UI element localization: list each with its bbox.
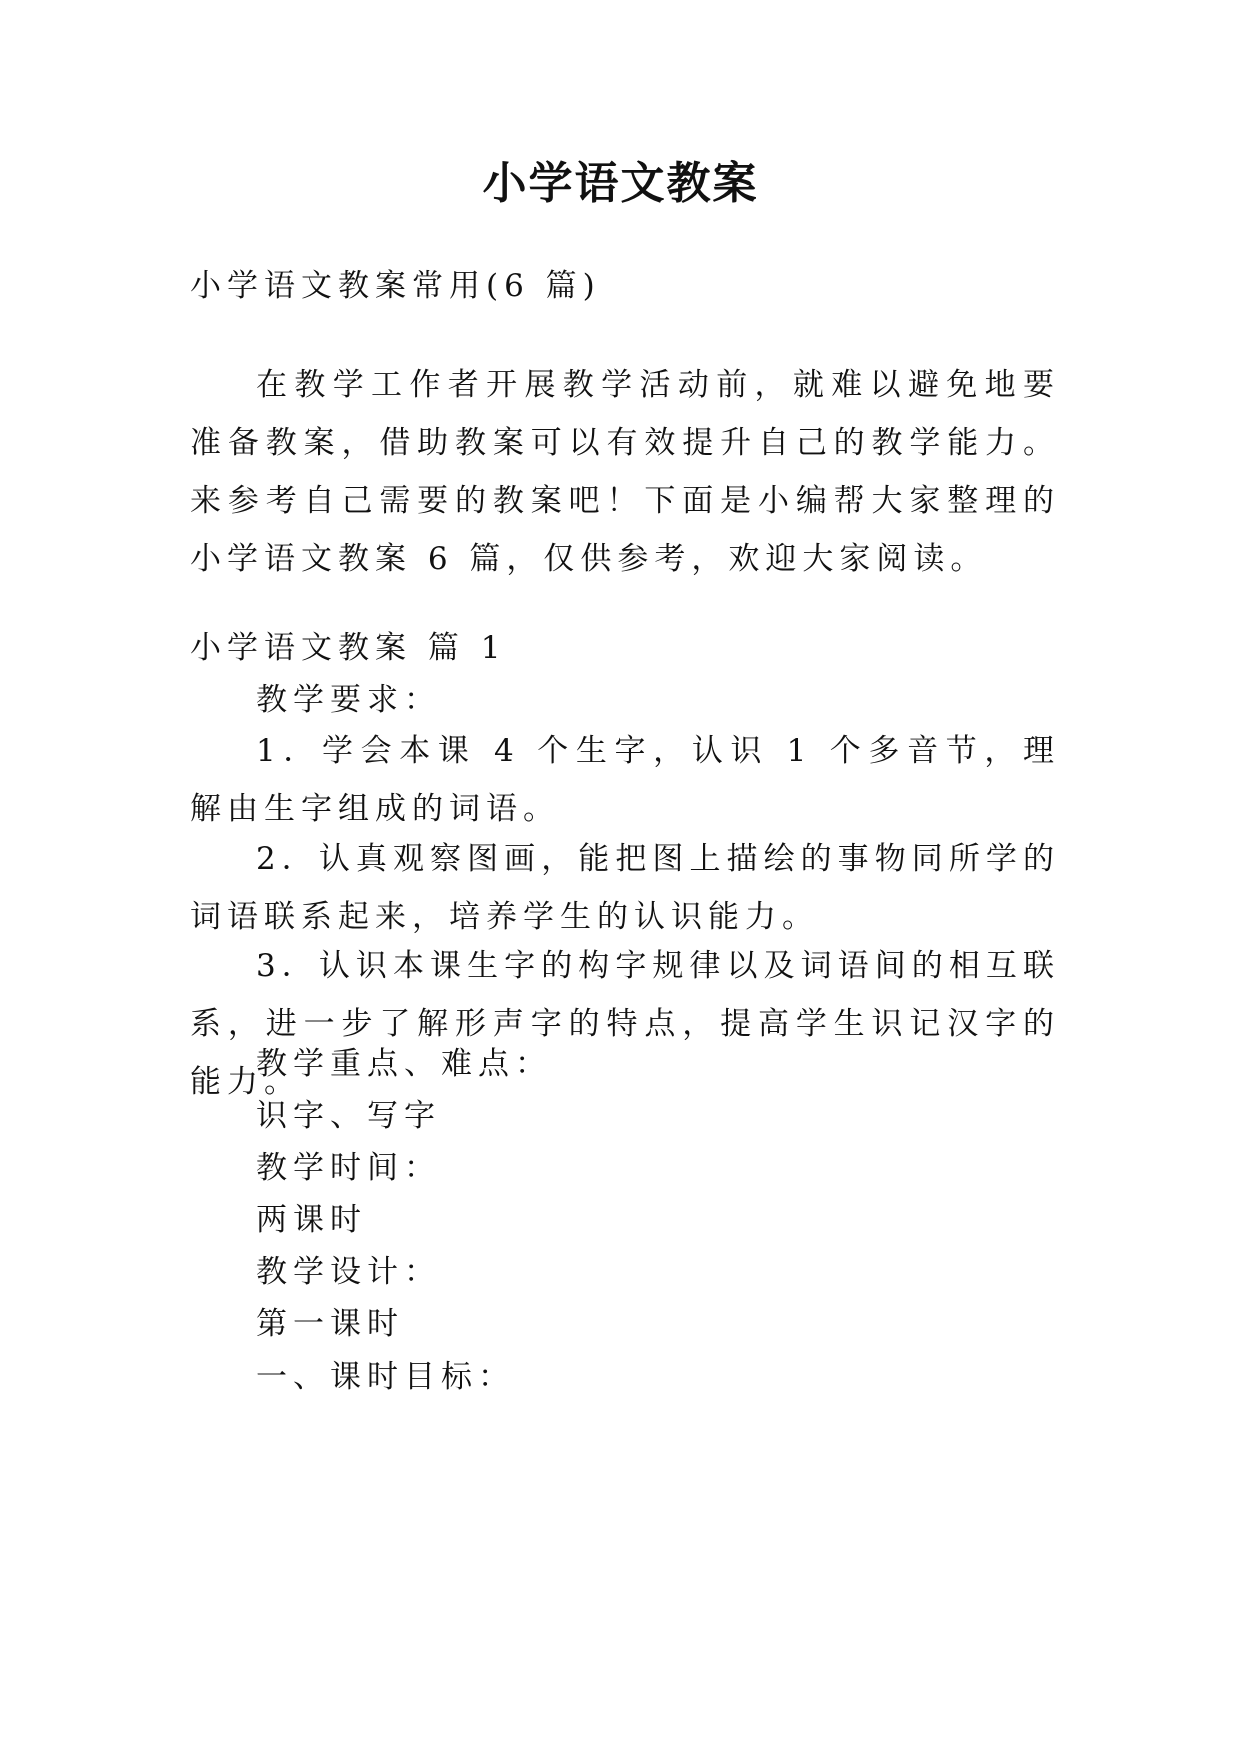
key-points-value: 识字、写字 — [256, 1098, 441, 1134]
requirement-3: 3．认识本课生字的构字规律以及词语间的相互联系，进一步了解形声字的特点，提高学生识记汉字的能力。 — [190, 948, 1060, 1100]
teaching-time-value: 两课时 — [256, 1202, 367, 1238]
requirement-2: 2．认真观察图画，能把图上描绘的事物同所学的词语联系起来，培养学生的认识能力。 — [190, 841, 1060, 935]
document-title: 小学语文教案 — [482, 158, 759, 209]
requirement-1: 1．学会本课 4 个生字，认识 1 个多音节，理解由生字组成的词语。 — [190, 733, 1060, 827]
document-subtitle: 小学语文教案常用(6 篇) — [190, 268, 601, 304]
key-points-label: 教学重点、难点： — [256, 1046, 552, 1082]
intro-paragraph: 在教学工作者开展教学活动前，就难以避免地要准备教案，借助教案可以有效提升自己的教学能力。来参考自己需要的教案吧！下面是小编帮大家整理的小学语文教案 6 篇，仅供参考，欢迎大家阅读。 — [190, 367, 1060, 577]
lesson-goal-label: 一、课时目标： — [256, 1359, 515, 1395]
teaching-time-label: 教学时间： — [256, 1150, 441, 1186]
lesson-label: 第一课时 — [256, 1306, 404, 1342]
section-heading: 小学语文教案 篇 1 — [190, 630, 507, 666]
teaching-design-label: 教学设计： — [256, 1254, 441, 1290]
requirements-label: 教学要求： — [256, 682, 441, 718]
